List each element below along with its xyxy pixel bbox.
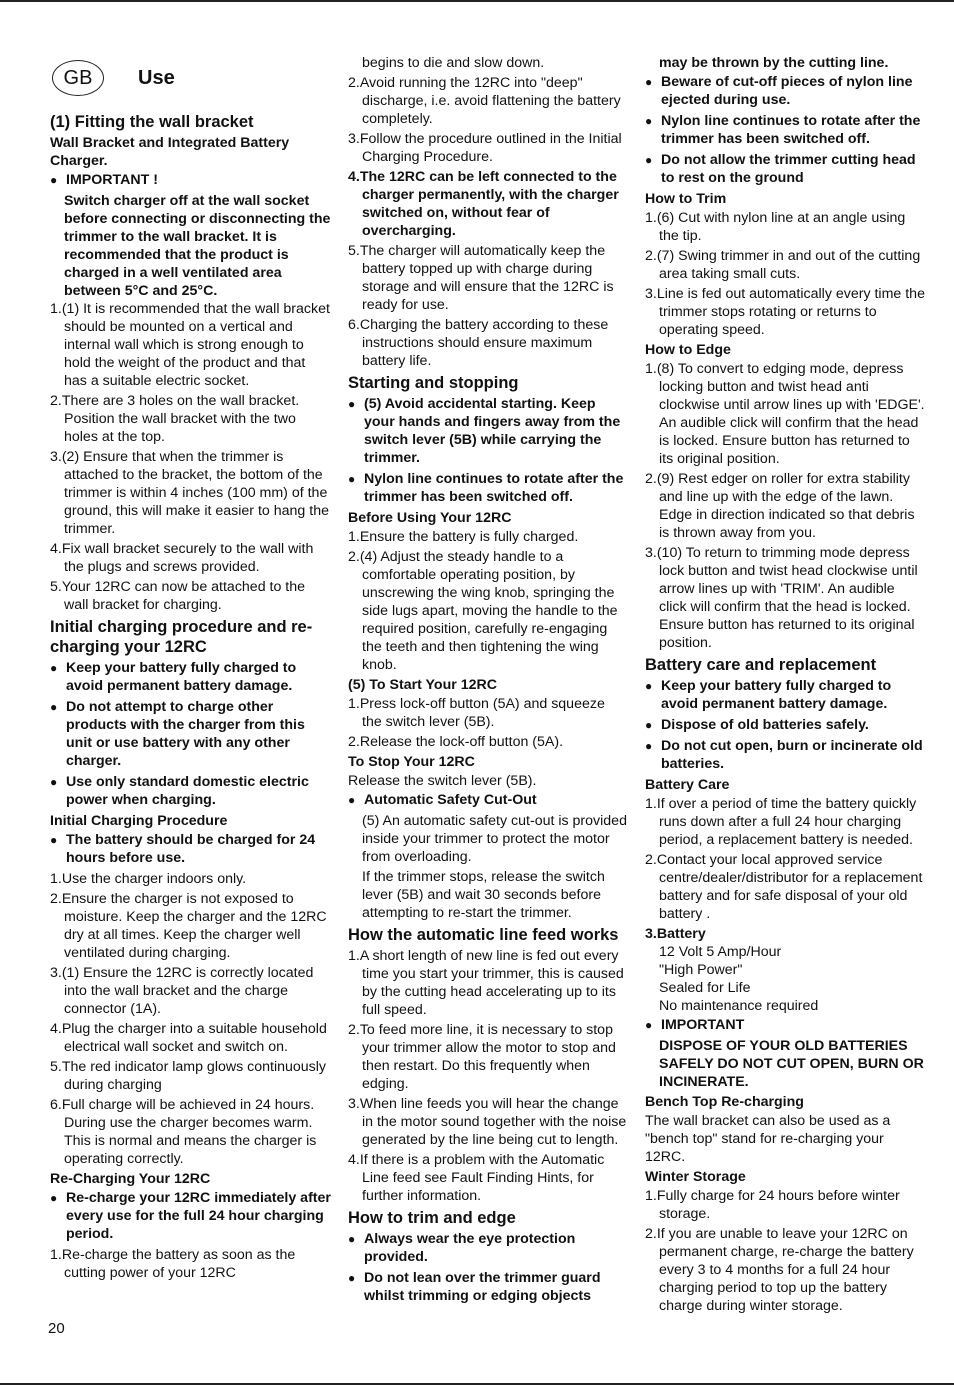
list-item: 3.Follow the procedure outlined in the Initial Charging Procedure.: [348, 131, 622, 165]
column-2: [348, 54, 628, 1308]
bullet-item: ● Beware of cut-off pieces of nylon line ejected during use.: [645, 73, 925, 109]
important-text: DISPOSE OF YOUR OLD BATTERIES SAFELY DO NOT CUT OPEN, BURN OR INCINERATE.: [659, 1038, 924, 1090]
list-item: 3.(1) Ensure the 12RC is correctly located into the wall bracket and the charge connector (1A).: [50, 965, 314, 1017]
bullet-item: ● Always wear the eye protection provided.: [348, 1230, 628, 1266]
list-item: 2.(9) Rest edger on roller for extra stability and line up with the edge of the lawn. Edge in direction indicated so that debris is thrown away from you.: [645, 471, 915, 541]
list-item: 2.Ensure the charger is not exposed to moisture. Keep the charger and the 12RC dry at all times. Keep the charger well ventilated during charging.: [50, 891, 327, 961]
list-item: 5.The charger will automatically keep the battery topped up with charge during storage and will ensure that the 12RC is ready for use.: [348, 243, 614, 313]
battery-spec: "High Power": [659, 962, 743, 978]
bullet-item: ● Do not lean over the trimmer guard whilst trimming or edging objects: [348, 1269, 628, 1305]
subsection-title: Winter Storage: [645, 1169, 746, 1185]
subsection-title: Initial Charging Procedure: [50, 813, 228, 829]
bullet-item: ● Keep your battery fully charged to avoid permanent battery damage.: [50, 659, 332, 695]
list-item: 2.(7) Swing trimmer in and out of the cutting area taking small cuts.: [645, 248, 921, 282]
bottom-rule: [0, 1383, 954, 1385]
list-item: 1.If over a period of time the battery quickly runs down after a full 24 hour charging period, a replacement battery is needed.: [645, 796, 917, 848]
bullet-item: ● Do not cut open, burn or incinerate old batteries.: [645, 737, 925, 773]
bullet-item: ● Do not attempt to charge other products with the charger from this unit or use battery with any other charger.: [50, 698, 332, 770]
list-item: 2.If you are unable to leave your 12RC on permanent charge, re-charge the battery every 3 to 4 months for a full 24 hour charging period to top up the battery charge during winter storage.: [645, 1226, 914, 1314]
list-item: 1.A short length of new line is fed out every time you start your trimmer, this is caused by the cutting head accelerating up to its full speed.: [348, 948, 624, 1018]
section-title-charging: Initial charging procedure and re-charging your 12RC: [50, 618, 313, 656]
column-3: [645, 54, 925, 1317]
column-1: [50, 54, 332, 1284]
list-item: 3.When line feeds you will hear the change in the motor sound together with the noise generated by the line being cut to length.: [348, 1096, 627, 1148]
body-text: Release the switch lever (5B).: [348, 773, 537, 789]
section-title-starting: Starting and stopping: [348, 374, 519, 392]
section-title-trim-edge: How to trim and edge: [348, 1209, 516, 1227]
list-item: 1.(6) Cut with nylon line at an angle using the tip.: [645, 210, 906, 244]
page-number: 20: [48, 1320, 65, 1337]
list-item: 2.Contact your local approved service centre/dealer/distributor for a replacement battery and for safe disposal of your old battery .: [645, 852, 923, 922]
list-item: 2.Release the lock-off button (5A).: [348, 734, 564, 750]
wall-bracket-subtitle: Wall Bracket and Integrated Battery Charger.: [50, 135, 290, 169]
list-item: 4.Plug the charger into a suitable household electrical wall socket and switch on.: [50, 1021, 327, 1055]
important-label: ● IMPORTANT !: [50, 171, 332, 189]
list-item: 3.(10) To return to trimming mode depress lock button and twist head clockwise until arrow lines up with 'TRIM'. An audible click will confirm that the head is locked. Ensure button has returned to its original position.: [645, 545, 918, 651]
battery-spec: Sealed for Life: [659, 980, 751, 996]
bullet-item: ● Use only standard domestic electric power when charging.: [50, 773, 332, 809]
section-title-battery: Battery care and replacement: [645, 656, 877, 674]
bullet-item: ● Do not allow the trimmer cutting head to rest on the ground: [645, 151, 925, 187]
bullet-item: ● Re-charge your 12RC immediately after every use for the full 24 hour charging period.: [50, 1189, 332, 1243]
section-title-wall-bracket: (1) Fitting the wall bracket: [50, 113, 254, 131]
bullet-item: ● Automatic Safety Cut-Out: [348, 791, 628, 809]
subsection-title: (5) To Start Your 12RC: [348, 677, 497, 693]
bullet-item: ● Nylon line continues to rotate after the trimmer has been switched off.: [645, 112, 925, 148]
list-item: 3.(2) Ensure that when the trimmer is attached to the bracket, the bottom of the trimmer is within 4 inches (100 mm) of the ground, this will make it easier to hang the trimmer.: [50, 449, 329, 537]
battery-spec: 12 Volt 5 Amp/Hour: [659, 944, 782, 960]
list-item: 2.Avoid running the 12RC into "deep" discharge, i.e. avoid flattening the battery completely.: [348, 75, 621, 127]
list-item: 1.Ensure the battery is fully charged.: [348, 529, 579, 545]
list-item: 6.Charging the battery according to these instructions should ensure maximum battery life.: [348, 317, 609, 369]
list-item: 6.Full charge will be achieved in 24 hours. During use the charger becomes warm. This is normal and means the charger is operating correctly.: [50, 1097, 317, 1167]
subsection-title: How to Edge: [645, 342, 731, 358]
body-text: (5) An automatic safety cut-out is provided inside your trimmer to protect the motor from overloading.: [362, 813, 627, 865]
subsection-title: Before Using Your 12RC: [348, 510, 512, 526]
page-title: Use: [138, 67, 175, 89]
section-title-line-feed: How the automatic line feed works: [348, 926, 619, 944]
list-item: 3.Line is fed out automatically every time the trimmer stops rotating or returns to operating speed.: [645, 286, 925, 338]
list-item: 4.The 12RC can be left connected to the charger permanently, with the charger switched on, without fear of overcharging.: [348, 169, 619, 239]
list-item: 5.Your 12RC can now be attached to the wall bracket for charging.: [50, 579, 306, 613]
bullet-item: ● (5) Avoid accidental starting. Keep your hands and fingers away from the switch lever (5B) while carrying the trimmer.: [348, 395, 628, 467]
list-item: 1.Press lock-off button (5A) and squeeze the switch lever (5B).: [348, 696, 605, 730]
list-item: 4.Fix wall bracket securely to the wall with the plugs and screws provided.: [50, 541, 314, 575]
bullet-item: ● Keep your battery fully charged to avoid permanent battery damage.: [645, 677, 925, 713]
continued-text: may be thrown by the cutting line.: [659, 55, 889, 71]
important-text: Switch charger off at the wall socket before connecting or disconnecting the trimmer to the wall bracket. It is recommended that the product is charged in a well ventilated area between 5°C and 25°C.: [64, 193, 331, 299]
list-item: 1.Re-charge the battery as soon as the cutting power of your 12RC: [50, 1247, 296, 1281]
bullet-item: ● Dispose of old batteries safely.: [645, 716, 925, 734]
subsection-title: How to Trim: [645, 191, 727, 207]
list-item: 5.The red indicator lamp glows continuously during charging: [50, 1059, 327, 1093]
bullet-item: ● Nylon line continues to rotate after the trimmer has been switched off.: [348, 470, 628, 506]
battery-label: 3.Battery: [645, 926, 706, 942]
body-text: If the trimmer stops, release the switch lever (5B) and wait 30 seconds before attempting to re-start the trimmer.: [362, 869, 605, 921]
list-item: 1.Fully charge for 24 hours before winter storage.: [645, 1188, 900, 1222]
list-item: 1.Use the charger indoors only.: [50, 871, 247, 887]
body-text: The wall bracket can also be used as a "bench top" stand for re-charging your 12RC.: [645, 1113, 891, 1165]
bullet-item: ● The battery should be charged for 24 hours before use.: [50, 831, 332, 867]
list-item: 1.(1) It is recommended that the wall bracket should be mounted on a vertical and internal wall which is strong enough to hold the weight of the product and that has a suitable electric socket.: [50, 301, 330, 389]
list-item: 2.To feed more line, it is necessary to stop your trimmer allow the motor to stop and then restart. Do this frequently when edging.: [348, 1022, 616, 1092]
list-item: 4.If there is a problem with the Automatic Line feed see Fault Finding Hints, for further information.: [348, 1152, 605, 1204]
subsection-title: To Stop Your 12RC: [348, 754, 475, 770]
list-item: 2.(4) Adjust the steady handle to a comfortable operating position, by unscrewing the wing knob, springing the side lugs apart, moving the handle to the required position, carefully re-engaging the teeth and then tightening the wing knob.: [348, 549, 618, 673]
list-item: 2.There are 3 holes on the wall bracket. Position the wall bracket with the two holes at the top.: [50, 393, 300, 445]
battery-spec: No maintenance required: [659, 998, 819, 1014]
continued-text: begins to die and slow down.: [362, 55, 545, 71]
important-label: ● IMPORTANT: [645, 1016, 925, 1034]
language-badge: GB: [52, 60, 104, 96]
list-item: 1.(8) To convert to edging mode, depress locking button and twist head anti clockwise until arrow lines up with 'EDGE'. An audible click will confirm that the head is locked. Ensure button has returned to its original position.: [645, 361, 925, 467]
subsection-title: Battery Care: [645, 777, 730, 793]
top-rule: [0, 0, 954, 2]
subsection-title: Re-Charging Your 12RC: [50, 1171, 211, 1187]
subsection-title: Bench Top Re-charging: [645, 1094, 804, 1110]
page-header: [52, 60, 332, 96]
